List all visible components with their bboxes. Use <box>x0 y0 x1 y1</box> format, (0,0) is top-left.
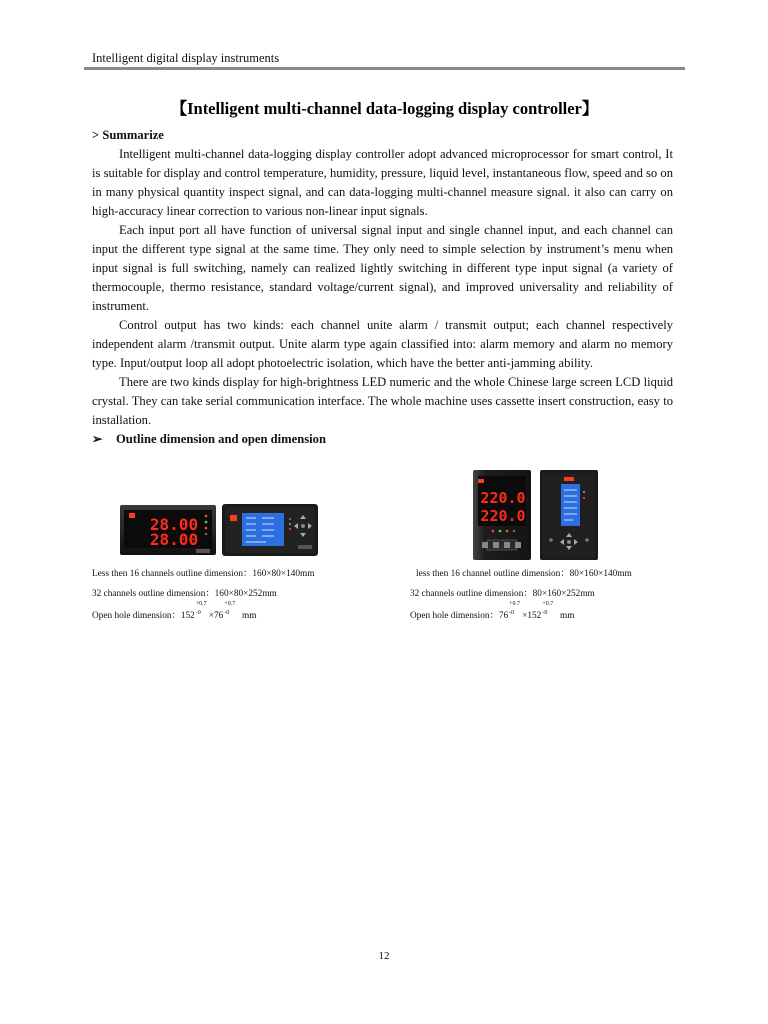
left-tolerance-a <box>195 601 209 618</box>
left-caption-line-1: Less then 16 channels outline dimension：160×80×140mm <box>92 569 315 579</box>
right-open-hole-dimension <box>410 601 575 621</box>
summary-paragraph-1: Intelligent multi-channel data-logging display controller adopt advanced microprocessor for smart control, It is suitable for display and control temperature, humidity, pressure, liquid level, instantaneous flow, speed and so on in many physical quantity inspect signal, and can data-logging multi-channel measure signal. it also can carry on high-accuracy linear correction to various non-linear input signals. <box>92 147 673 218</box>
right-tolerance-b <box>541 601 555 618</box>
left-caption-line-2: 32 channels outline dimension：160×80×252mm <box>92 589 277 599</box>
right-hole-b: ×152 <box>522 611 542 621</box>
led-horizontal-instrument-image <box>120 503 216 557</box>
right-tolerance-a-plus: +0.7 <box>509 601 521 607</box>
left-hole-a: 152 <box>180 611 195 621</box>
left-tolerance-b-plus: +0.7 <box>224 601 236 607</box>
left-hole-b: ×76 <box>208 611 224 621</box>
left-hole-label: Open hole dimension： <box>92 611 181 621</box>
summary-paragraph-2: Each input port all have function of universal signal input and single channel input, and each channel can input the different type signal at the same time. They only need to simple selection by instrument’s menu when input signal is full switching, namely can realized lightly switching in different type input signal (a variety of thermocouple, thermo resistance, standard voltage/current signal), and improved universality and reliability of instrument. <box>92 223 673 313</box>
led-readout-line-1: 28.00 <box>149 515 199 534</box>
summary-paragraph-4: There are two kinds display for high-brightness LED numeric and the whole Chinese large screen LCD liquid crystal. They can take serial communication interface. The whole machine uses cassette insert construction, easy to installation. <box>92 375 673 427</box>
left-tolerance-b <box>223 601 237 618</box>
outline-heading-text: Outline dimension and open dimension <box>116 432 326 446</box>
left-open-hole-dimension <box>92 601 257 621</box>
led-vertical-readout-line-1: 220.0 <box>480 489 526 507</box>
right-tolerance-b-plus: +0.7 <box>542 601 554 607</box>
led-readout-line-2: 28.00 <box>149 530 199 549</box>
page-number: 12 <box>378 950 390 962</box>
document-title: 【Intelligent multi-channel data-logging display controller】 <box>170 99 599 118</box>
lcd-horizontal-instrument-image <box>222 503 318 557</box>
led-vertical-readout-line-2: 220.0 <box>480 507 526 525</box>
right-hole-a: 76 <box>498 611 509 621</box>
arrow-bullet-icon: ➢ <box>92 432 103 446</box>
right-tolerance-a-minus: -0 <box>509 610 515 616</box>
outline-heading <box>92 430 673 449</box>
left-tolerance-a-minus: -0 <box>195 610 201 616</box>
summary-heading: > Summarize <box>92 128 164 142</box>
running-header: Intelligent digital display instruments <box>92 51 280 65</box>
right-tolerance-b-minus: -0 <box>542 610 548 616</box>
left-tolerance-b-minus: -0 <box>224 610 230 616</box>
header-rule <box>84 67 685 70</box>
right-caption-line-2: 32 channels outline dimension：80×160×252mm <box>410 589 595 599</box>
lcd-vertical-instrument-image <box>540 470 598 560</box>
right-caption-line-1: less then 16 channel outline dimension：80×160×140mm <box>416 569 632 579</box>
left-tolerance-a-plus: +0.7 <box>195 601 207 607</box>
right-hole-label: Open hole dimension： <box>410 611 499 621</box>
right-tolerance-a <box>508 601 522 618</box>
body-text <box>92 126 673 449</box>
left-hole-unit: mm <box>241 611 257 621</box>
right-hole-unit: mm <box>559 611 575 621</box>
summary-paragraph-3: Control output has two kinds: each channel unite alarm / transmit output; each channel respectively independent alarm /transmit output. Unite alarm type again classified into: alarm memory and alarm no memory type. Input/output loop all adopt photoelectric isolation, which have the better anti-jamming ability. <box>92 318 673 370</box>
led-vertical-instrument-image <box>473 470 531 560</box>
